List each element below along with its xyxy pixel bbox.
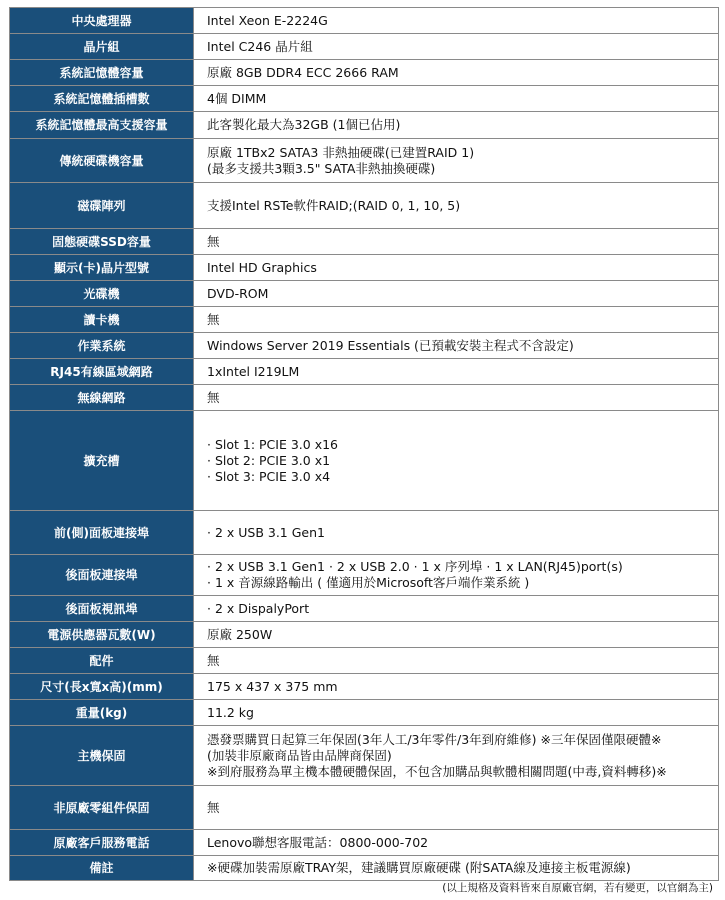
spec-label: 作業系統 [10, 333, 194, 359]
spec-table [9, 7, 719, 881]
spec-row [10, 281, 719, 307]
spec-value [194, 786, 719, 830]
spec-label: 固態硬碟SSD容量 [10, 229, 194, 255]
spec-row [10, 856, 719, 881]
spec-value [194, 333, 719, 359]
spec-value [194, 596, 719, 622]
spec-value-line: 原廠 1TBx2 SATA3 非熱抽硬碟(已建置RAID 1) [207, 144, 475, 160]
spec-label: 原廠客戶服務電話 [10, 830, 194, 856]
spec-label: 尺寸(長x寬x高)(mm) [10, 674, 194, 700]
spec-value [194, 555, 719, 596]
spec-value-line: 4個 DIMM [207, 90, 267, 106]
spec-value-line: 無 [207, 233, 220, 249]
spec-row [10, 596, 719, 622]
spec-row [10, 86, 719, 112]
spec-value [194, 411, 719, 511]
spec-value-line: ※到府服務為單主機本體硬體保固，不包含加購品與軟體相關問題(中毒,資料轉移)※ [207, 763, 667, 779]
spec-row [10, 255, 719, 281]
spec-row [10, 385, 719, 411]
spec-value [194, 385, 719, 411]
spec-value [194, 511, 719, 555]
spec-value-line: DVD-ROM [207, 285, 269, 301]
spec-label: 非原廠零組件保固 [10, 786, 194, 830]
spec-label: 磁碟陣列 [10, 183, 194, 229]
spec-value-line: ※硬碟加裝需原廠TRAY架，建議購買原廠硬碟 (附SATA線及連接主板電源線) [207, 860, 631, 875]
spec-row [10, 511, 719, 555]
spec-value [194, 648, 719, 674]
spec-value-line: 支援Intel RSTe軟件RAID;(RAID 0, 1, 10, 5) [207, 197, 461, 213]
spec-value [194, 255, 719, 281]
spec-value-line: 無 [207, 799, 220, 815]
spec-value-line: Windows Server 2019 Essentials (已預載安裝主程式不含設定) [207, 337, 574, 353]
spec-value [194, 183, 719, 229]
spec-value [194, 830, 719, 856]
spec-value-line: 原廠 250W [207, 626, 273, 642]
spec-value [194, 112, 719, 139]
spec-row [10, 622, 719, 648]
spec-value-line: · 2 x USB 3.1 Gen1 [207, 524, 325, 540]
spec-value [194, 229, 719, 255]
spec-value [194, 307, 719, 333]
spec-label: 備註 [10, 856, 194, 881]
spec-label: 配件 [10, 648, 194, 674]
spec-value-line: · 2 x USB 3.1 Gen1 · 2 x USB 2.0 · 1 x 序列埠 · 1 x LAN(RJ45)port(s) [207, 559, 623, 574]
spec-value-line: 11.2 kg [207, 704, 254, 720]
spec-value [194, 700, 719, 726]
spec-label: 前(側)面板連接埠 [10, 511, 194, 555]
spec-row [10, 359, 719, 385]
spec-value-line: · 2 x DispalyPort [207, 600, 310, 616]
spec-label: 讀卡機 [10, 307, 194, 333]
spec-label: 光碟機 [10, 281, 194, 307]
spec-row [10, 34, 719, 60]
spec-row [10, 700, 719, 726]
footer-note: (以上規格及資料皆來自原廠官網，若有變更，以官網為主) [442, 882, 713, 894]
spec-value-line: · Slot 3: PCIE 3.0 x4 [207, 468, 331, 484]
spec-value-line: 憑發票購買日起算三年保固(3年人工/3年零件/3年到府維修) ※三年保固僅限硬體※ [207, 731, 662, 747]
spec-value [194, 34, 719, 60]
spec-row [10, 183, 719, 229]
spec-value [194, 726, 719, 786]
spec-value [194, 139, 719, 183]
spec-label: 系統記憶體容量 [10, 60, 194, 86]
spec-value-line: (最多支援共3顆3.5" SATA非熱抽換硬碟) [207, 160, 436, 176]
spec-value-line: 1xIntel I219LM [207, 363, 300, 379]
spec-label: 擴充槽 [10, 411, 194, 511]
spec-value-line: 無 [207, 311, 220, 327]
spec-label: 重量(kg) [10, 700, 194, 726]
spec-label: 無線網路 [10, 385, 194, 411]
spec-value-line: 原廠 8GB DDR4 ECC 2666 RAM [207, 64, 399, 80]
spec-row [10, 648, 719, 674]
spec-value-line: 無 [207, 389, 220, 405]
spec-label: 傳統硬碟機容量 [10, 139, 194, 183]
spec-value [194, 359, 719, 385]
spec-table-body [10, 8, 719, 881]
spec-value-line: Intel HD Graphics [207, 259, 317, 275]
spec-value [194, 856, 719, 881]
spec-label: 主機保固 [10, 726, 194, 786]
spec-value-line: 無 [207, 652, 220, 668]
spec-value-line: · 1 x 音源線路輸出 ( 僅適用於Microsoft客戶端作業系統 ) [207, 575, 530, 590]
spec-row [10, 112, 719, 139]
spec-value [194, 674, 719, 700]
spec-label: 中央處理器 [10, 8, 194, 34]
spec-row [10, 411, 719, 511]
spec-row [10, 674, 719, 700]
spec-value-line: Intel Xeon E-2224G [207, 12, 328, 28]
spec-row [10, 333, 719, 359]
spec-row [10, 139, 719, 183]
spec-value [194, 8, 719, 34]
spec-value [194, 281, 719, 307]
spec-label: 後面板連接埠 [10, 555, 194, 596]
spec-value-line: 175 x 437 x 375 mm [207, 678, 338, 694]
spec-row [10, 60, 719, 86]
spec-value [194, 86, 719, 112]
spec-row [10, 229, 719, 255]
spec-row [10, 555, 719, 596]
spec-row [10, 8, 719, 34]
spec-value [194, 622, 719, 648]
spec-label: 後面板視訊埠 [10, 596, 194, 622]
spec-row [10, 726, 719, 786]
spec-value-line: 此客製化最大為32GB (1個已佔用) [207, 117, 401, 132]
spec-label: 晶片組 [10, 34, 194, 60]
spec-value-line: (加裝非原廠商品皆由品牌商保固) [207, 747, 392, 763]
spec-label: 顯示(卡)晶片型號 [10, 255, 194, 281]
spec-label: RJ45有線區域網路 [10, 359, 194, 385]
spec-value-line: Lenovo聯想客服電話：0800-000-702 [207, 834, 429, 850]
spec-value [194, 60, 719, 86]
spec-row [10, 830, 719, 856]
spec-label: 系統記憶體最高支援容量 [10, 112, 194, 139]
spec-label: 電源供應器瓦數(W) [10, 622, 194, 648]
spec-value-line: · Slot 2: PCIE 3.0 x1 [207, 452, 331, 468]
spec-label: 系統記憶體插槽數 [10, 86, 194, 112]
spec-row [10, 307, 719, 333]
spec-value-line: Intel C246 晶片組 [207, 38, 313, 54]
spec-row [10, 786, 719, 830]
spec-value-line: · Slot 1: PCIE 3.0 x16 [207, 436, 338, 452]
